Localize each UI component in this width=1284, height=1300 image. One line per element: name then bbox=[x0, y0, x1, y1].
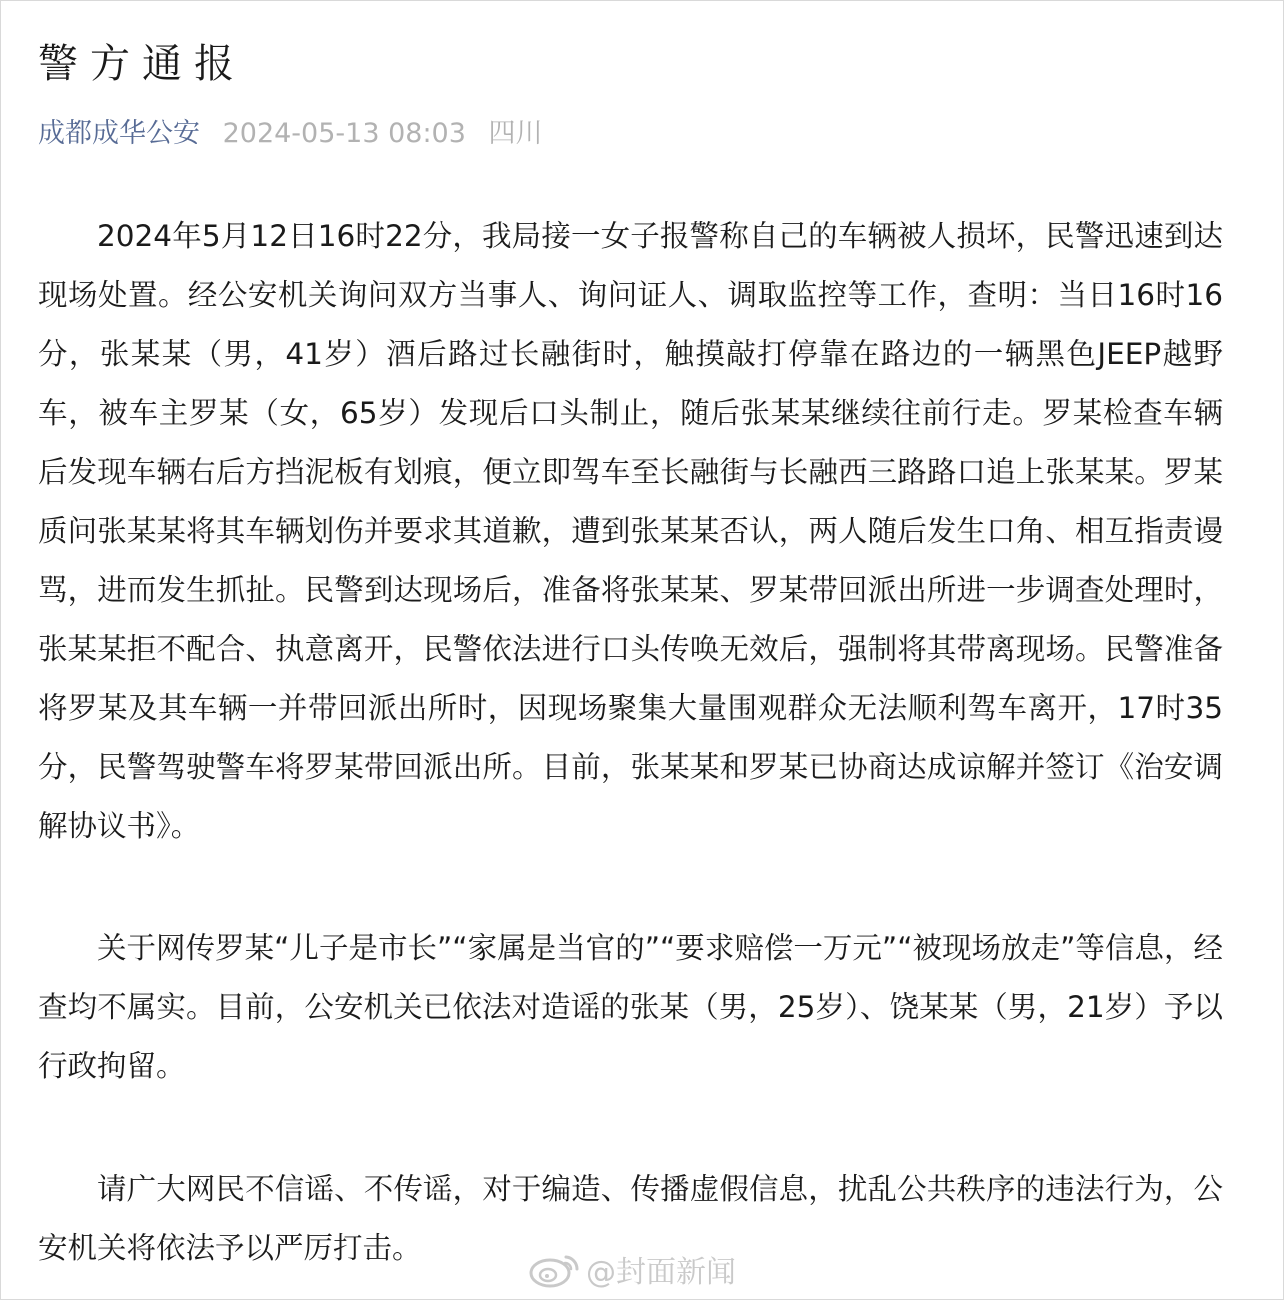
article-paragraph-1: 2024年5月12日16时22分，我局接一女子报警称自己的车辆被人损坏，民警迅速到达现场处置。经公安机关询问双方当事人、询问证人、调取监控等工作，查明：当日16时16分，张某某（男，41岁）酒后路过长融街时，触摸敲打停靠在路边的一辆黑色JEEP越野车，被车主罗某（女，65岁）发现后口头制止，随后张某某继续往前行走。罗某检查车辆后发现车辆右后方挡泥板有划痕，便立即驾车至长融街与长融西三路路口追上张某某。罗某质问张某某将其车辆划伤并要求其道歉，遭到张某某否认，两人随后发生口角、相互指责谩骂，进而发生抓扯。民警到达现场后，准备将张某某、罗某带回派出所进一步调查处理时，张某某拒不配合、执意离开，民警依法进行口头传唤无效后，强制将其带离现场。民警准备将罗某及其车辆一并带回派出所时，因现场聚集大量围观群众无法顺利驾车离开，17时35分，民警驾驶警车将罗某带回派出所。目前，张某某和罗某已协商达成谅解并签订《治安调解协议书》。 bbox=[38, 219, 1223, 843]
weibo-logo-icon bbox=[528, 1249, 582, 1289]
article-title: 警方通报 bbox=[38, 41, 246, 87]
source-watermark bbox=[528, 1247, 736, 1291]
publish-region: 四川 bbox=[488, 118, 543, 149]
article-meta bbox=[38, 114, 543, 154]
account-name-link[interactable]: 成都成华公安 bbox=[38, 118, 200, 149]
article-paragraph-2: 关于网传罗某“儿子是市长”“家属是当官的”“要求赔偿一万元”“被现场放走”等信息，经查均不属实。目前，公安机关已依法对造谣的张某（男，25岁）、饶某某（男，21岁）予以行政拘留。 bbox=[38, 931, 1223, 1083]
article-paragraph-3: 请广大网民不信谣、不传谣，对于编造、传播虚假信息，扰乱公共秩序的违法行为，公安机关将依法予以严厉打击。 bbox=[38, 1172, 1223, 1265]
publish-date: 2024-05-13 08:03 bbox=[222, 118, 466, 149]
watermark-text: @封面新闻 bbox=[586, 1255, 736, 1290]
